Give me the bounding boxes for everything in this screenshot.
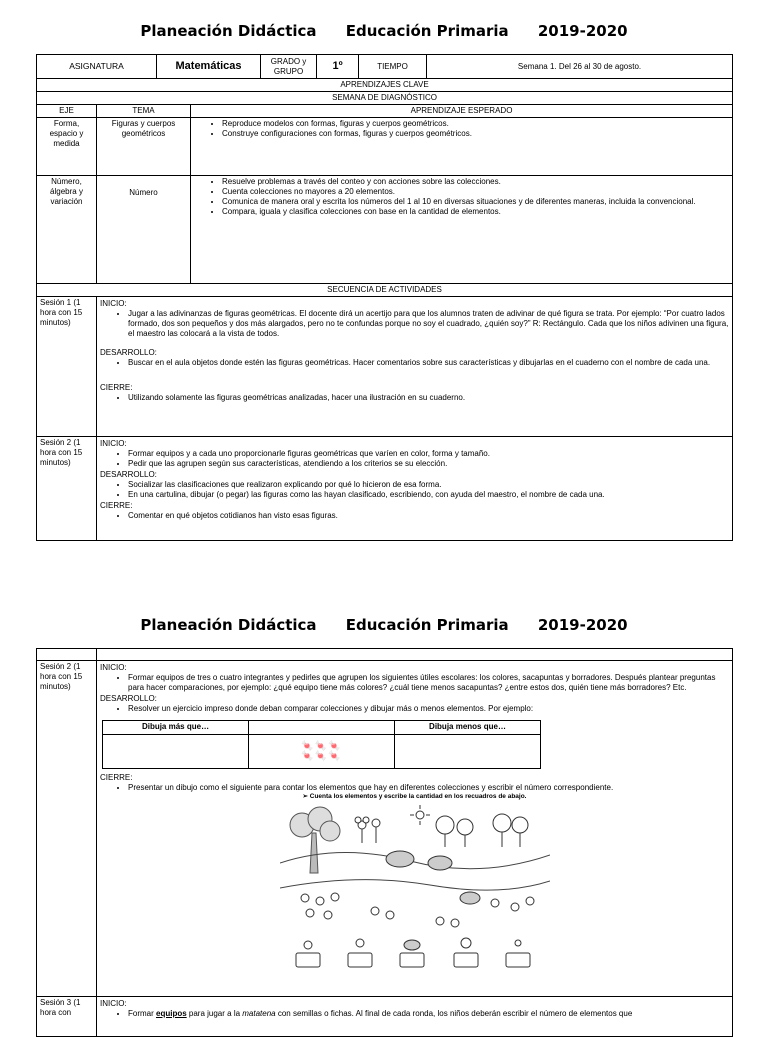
doc-level: Educación Primaria bbox=[345, 22, 509, 40]
axis-1-name: Forma, espacio y medida bbox=[37, 118, 97, 176]
session-3-name: Sesión 3 (1 hora con bbox=[37, 997, 97, 1037]
sequence-heading: SECUENCIA DE ACTIVIDADES bbox=[37, 284, 733, 297]
inicio-label: INICIO: bbox=[100, 999, 127, 1008]
axis-1-topic: Figuras y cuerpos geométricos bbox=[97, 118, 191, 176]
tree-icon bbox=[290, 807, 340, 873]
session-1-row bbox=[37, 297, 733, 437]
session-1-name: Sesión 1 (1 hora con 15 minutos) bbox=[37, 297, 97, 437]
activity-item: • Pedir que las agrupen según sus características, atendiendo a los criterios se su elección. bbox=[128, 459, 729, 469]
counting-illustration bbox=[280, 803, 550, 973]
inicio-label: INICIO: bbox=[100, 663, 127, 672]
cierre-label: CIERRE: bbox=[100, 383, 133, 392]
planning-table-page-1 bbox=[36, 54, 733, 541]
axis-1-expected bbox=[191, 118, 733, 176]
activity-item: • Buscar en el aula objetos donde estén las figuras geométricas. Hacer comentarios sobre sus características y dibujarlas en el cuaderno con el nombre de cada una. bbox=[128, 358, 729, 368]
expected-item: • Compara, iguala y clasifica colecciones con base en la cantidad de elementos. bbox=[222, 207, 729, 217]
time-value: Semana 1. Del 26 al 30 de agosto. bbox=[427, 55, 733, 79]
grade-label: GRADO y GRUPO bbox=[261, 55, 317, 79]
week-heading: SEMANA DE DIAGNÓSTICO bbox=[37, 92, 733, 105]
expected-item: • Cuenta colecciones no mayores a 20 elementos. bbox=[222, 187, 729, 197]
answer-box-row bbox=[296, 938, 530, 967]
axis-row-1 bbox=[37, 118, 733, 176]
doc-year: 2019-2020 bbox=[537, 616, 628, 634]
cierre-label: CIERRE: bbox=[100, 773, 133, 782]
tree-icon bbox=[436, 814, 528, 847]
subject-value: Matemáticas bbox=[157, 55, 261, 79]
activity-item: • En una cartulina, dibujar (o pegar) las figuras como las hayan clasificado, escribiendo, con ayuda del maestro, el nombre de cada una. bbox=[128, 490, 729, 500]
turtle-icon bbox=[386, 851, 480, 904]
activity-item: • Formar equipos y a cada uno proporcionarle figuras geométricas que varíen en color, forma y tamaño. bbox=[128, 449, 729, 459]
compare-exercise-table bbox=[102, 720, 541, 769]
activity-item: • Formar equipos para jugar a la matatena con semillas o fichas. Al final de cada ronda, los niños deberán escribir el número de elementos que bbox=[128, 1009, 729, 1019]
session-2-name: Sesión 2 (1 hora con 15 minutos) bbox=[37, 437, 97, 541]
cierre-label: CIERRE: bbox=[100, 501, 133, 510]
page-2-header bbox=[0, 616, 768, 634]
session-2b-content bbox=[97, 661, 733, 997]
col-axis: EJE bbox=[37, 105, 97, 118]
desarrollo-label: DESARROLLO: bbox=[100, 348, 157, 357]
activity-item: • Presentar un dibujo como el siguiente para contar los elementos que hay en diferentes colecciones y escribir el número correspondiente. bbox=[128, 783, 729, 793]
draw-less-header: Dibuja menos que… bbox=[395, 721, 541, 735]
draw-more-header: Dibuja más que… bbox=[103, 721, 249, 735]
session-3-content bbox=[97, 997, 733, 1037]
time-label: TIEMPO bbox=[359, 55, 427, 79]
planning-table-page-2 bbox=[36, 648, 733, 1037]
col-topic: TEMA bbox=[97, 105, 191, 118]
activity-item: • Utilizando solamente las figuras geométricas analizadas, hacer una ilustración en su cuaderno. bbox=[128, 393, 729, 403]
axis-2-topic: Número bbox=[97, 176, 191, 284]
activity-item: • Socializar las clasificaciones que realizaron explicando por qué lo hicieron de esa forma. bbox=[128, 480, 729, 490]
session-2-content bbox=[97, 437, 733, 541]
key-learning-heading: APRENDIZAJES CLAVE bbox=[37, 79, 733, 92]
doc-level: Educación Primaria bbox=[345, 616, 509, 634]
page-1-header bbox=[0, 22, 768, 40]
axis-row-2 bbox=[37, 176, 733, 284]
expected-item: • Reproduce modelos con formas, figuras y cuerpos geométricos. bbox=[222, 119, 729, 129]
session-2b-name: Sesión 2 (1 hora con 15 minutos) bbox=[37, 661, 97, 997]
expected-item: • Construye configuraciones con formas, figuras y cuerpos geométricos. bbox=[222, 129, 729, 139]
desarrollo-label: DESARROLLO: bbox=[100, 694, 157, 703]
activity-item: • Jugar a las adivinanzas de figuras geométricas. El docente dirá un acertijo para que los alumnos traten de adivinar de qué figura se trata. Por ejemplo: “Por cuatro lados formado, dos son pequeños y dos más alargados, pero no te confundas porque no soy el cuadrado, ¿quién soy?” R: Rectángulo. Cada que los niños adivinen una figura, el maestro las colocará a la vista de todos. bbox=[128, 309, 729, 339]
session-2b-row bbox=[37, 661, 733, 997]
desarrollo-label: DESARROLLO: bbox=[100, 470, 157, 479]
worksheet-caption: ➢ Cuenta los elementos y escribe la cantidad en los recuadros de abajo. bbox=[302, 793, 527, 800]
activity-item: • Formar equipos de tres o cuatro integrantes y pedirles que agrupen los siguientes útiles escolares: los colores, sacapuntas y borradores. Después plantear preguntas para hacer comparaciones, por ejemplo: ¿qué equipo tiene más colores? ¿cuál tiene menos sacapuntas? ¿entre estos dos, quién tiene más borradores? Etc. bbox=[128, 673, 729, 693]
draw-more-box bbox=[103, 735, 249, 769]
flower-icon bbox=[301, 893, 534, 927]
session-3-row bbox=[37, 997, 733, 1037]
session-2-row bbox=[37, 437, 733, 541]
activity-item: • Resolver un ejercicio impreso donde deban comparar colecciones y dibujar más o menos elementos. Por ejemplo: bbox=[128, 704, 729, 714]
grade-value: 1º bbox=[317, 55, 359, 79]
info-row bbox=[37, 55, 733, 79]
inicio-label: INICIO: bbox=[100, 439, 127, 448]
expected-item: • Resuelve problemas a través del conteo y con acciones sobre las colecciones. bbox=[222, 177, 729, 187]
col-expected: APRENDIZAJE ESPERADO bbox=[191, 105, 733, 118]
draw-less-box bbox=[395, 735, 541, 769]
sun-icon bbox=[410, 805, 430, 825]
doc-year: 2019-2020 bbox=[537, 22, 628, 40]
expected-item: • Comunica de manera oral y escrita los números del 1 al 10 en diversas situaciones y de diferentes maneras, incluida la convencional. bbox=[222, 197, 729, 207]
column-headings bbox=[37, 105, 733, 118]
candy-example bbox=[249, 735, 395, 769]
doc-title: Planeación Didáctica bbox=[140, 616, 317, 634]
session-1-content bbox=[97, 297, 733, 437]
axis-2-expected bbox=[191, 176, 733, 284]
candy-icon-row: 🍬🍬🍬 bbox=[301, 740, 342, 752]
doc-title: Planeación Didáctica bbox=[140, 22, 317, 40]
activity-item: • Comentar en qué objetos cotidianos han visto esas figuras. bbox=[128, 511, 729, 521]
axis-2-name: Número, álgebra y variación bbox=[37, 176, 97, 284]
candy-icon-row: 🍬🍬🍬 bbox=[301, 750, 342, 762]
flower-icon bbox=[355, 817, 380, 843]
subject-label: ASIGNATURA bbox=[37, 55, 157, 79]
inicio-label: INICIO: bbox=[100, 299, 127, 308]
